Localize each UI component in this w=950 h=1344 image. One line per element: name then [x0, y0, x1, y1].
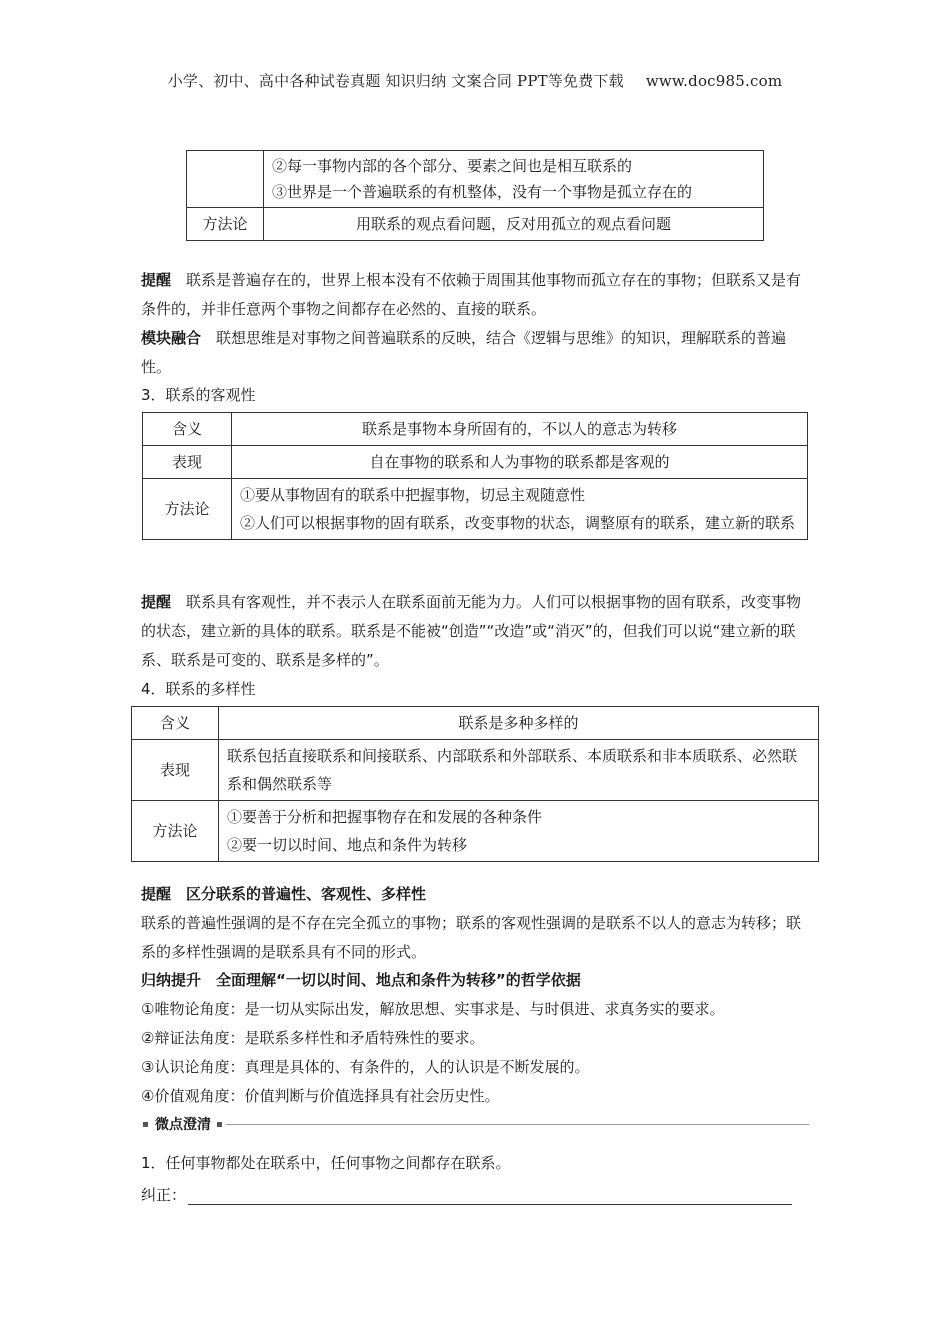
- list-item: ③认识论角度：真理是具体的、有条件的，人的认识是不断发展的。: [141, 1058, 590, 1076]
- cell-line: ①要善于分析和把握事物存在和发展的各种条件: [227, 808, 543, 826]
- list-item: ④价值观角度：价值判断与价值选择具有社会历史性。: [141, 1087, 500, 1105]
- table-row: [132, 740, 819, 801]
- table-row: [143, 413, 808, 446]
- cell-line: ②每一事物内部的各个部分、要素之间也是相互联系的: [272, 157, 633, 175]
- diversity-table: [131, 706, 819, 862]
- universality-table-continued: [186, 150, 764, 241]
- table-label: 含义: [132, 707, 219, 740]
- section-title: 4．联系的多样性: [141, 680, 256, 698]
- cell-line: ②要一切以时间、地点和条件为转移: [227, 836, 468, 854]
- table-cell-empty: [187, 151, 264, 208]
- table-row: [143, 446, 808, 479]
- summary-section: [141, 966, 813, 1111]
- summary-title: [141, 966, 813, 995]
- table-label: 含义: [143, 413, 232, 446]
- tip-section: [141, 880, 813, 967]
- table-row: [132, 801, 819, 862]
- table-row: [143, 479, 808, 540]
- cell-line: ②人们可以根据事物的固有联系，改变事物的状态，调整原有的联系，建立新的联系: [240, 514, 796, 532]
- module-text: 联想思维是对事物之间普遍联系的反映，结合《逻辑与思维》的知识，理解联系的普遍性。: [141, 329, 787, 376]
- table-label: 表现: [143, 446, 232, 479]
- table-cell: 联系是事物本身所固有的，不以人的意志为转移: [232, 413, 808, 446]
- table-label: 方法论: [187, 208, 264, 241]
- table-row: [187, 151, 764, 208]
- tip-text: 联系具有客观性，并不表示人在联系面前无能为力。人们可以根据事物的固有联系，改变事物的状态，建立新的具体的联系。联系是不能被“创造”“改造”或“消灭”的，但我们可以说“建立新的联系、联系是可变的、联系是多样的”。: [141, 593, 802, 669]
- tip-paragraph: [141, 588, 813, 675]
- header-text: 小学、初中、高中各种试卷真题 知识归纳 文案合同 PPT等免费下载: [167, 72, 624, 90]
- divider-line: [226, 1124, 809, 1125]
- table-cell: [264, 151, 764, 208]
- question-text: 1．任何事物都处在联系中，任何事物之间都存在联系。: [141, 1154, 511, 1172]
- tip-text: 联系的普遍性强调的是不存在完全孤立的事物；联系的客观性强调的是联系不以人的意志为转移；联系的多样性强调的是联系具有不同的形式。: [141, 914, 802, 961]
- table-row: [132, 707, 819, 740]
- objectivity-table: [142, 412, 808, 540]
- answer-blank[interactable]: [188, 1188, 792, 1205]
- section-title: 3．联系的客观性: [141, 386, 256, 404]
- micro-divider: [141, 1114, 809, 1134]
- module-paragraph: [141, 324, 813, 382]
- square-bullet-icon: [217, 1122, 222, 1127]
- tip-title: [141, 880, 813, 909]
- table-cell: 自在事物的联系和人为事物的联系都是客观的: [232, 446, 808, 479]
- table-cell: 联系是多种多样的: [219, 707, 819, 740]
- table-cell: 联系包括直接联系和间接联系、内部联系和外部联系、本质联系和非本质联系、必然联系和偶然联系等: [219, 740, 819, 801]
- tip-label: 提醒: [141, 593, 172, 611]
- tip-paragraph: [141, 266, 813, 324]
- answer-row: [141, 1184, 792, 1205]
- page-header: [0, 70, 950, 91]
- cell-line: ③世界是一个普遍联系的有机整体，没有一个事物是孤立存在的: [272, 183, 693, 201]
- divider-title: 微点澄清: [155, 1117, 211, 1133]
- tip-title-text: 提醒 区分联系的普遍性、客观性、多样性: [141, 885, 427, 903]
- table-label: 方法论: [132, 801, 219, 862]
- list-item: ②辩证法角度：是联系多样性和矛盾特殊性的要求。: [141, 1029, 485, 1047]
- square-bullet-icon: [143, 1122, 148, 1127]
- table-cell: [232, 479, 808, 540]
- module-label: 模块融合: [141, 329, 202, 347]
- table-row: [187, 208, 764, 241]
- list-item: ①唯物论角度：是一切从实际出发，解放思想、实事求是、与时俱进、求真务实的要求。: [141, 1000, 725, 1018]
- cell-line: ①要从事物固有的联系中把握事物，切忌主观随意性: [240, 486, 586, 504]
- tip-label: 提醒: [141, 271, 172, 289]
- answer-label: 纠正：: [141, 1186, 187, 1204]
- table-label: 表现: [132, 740, 219, 801]
- tip-text: 联系是普遍存在的，世界上根本没有不依赖于周围其他事物而孤立存在的事物；但联系又是有条件的，并非任意两个事物之间都存在必然的、直接的联系。: [141, 271, 802, 318]
- summary-title-text: 归纳提升 全面理解“一切以时间、地点和条件为转移”的哲学依据: [141, 971, 581, 989]
- table-cell: [219, 801, 819, 862]
- header-site: www.doc985.com: [645, 72, 783, 90]
- table-cell: 用联系的观点看问题，反对用孤立的观点看问题: [264, 208, 764, 241]
- table-label: 方法论: [143, 479, 232, 540]
